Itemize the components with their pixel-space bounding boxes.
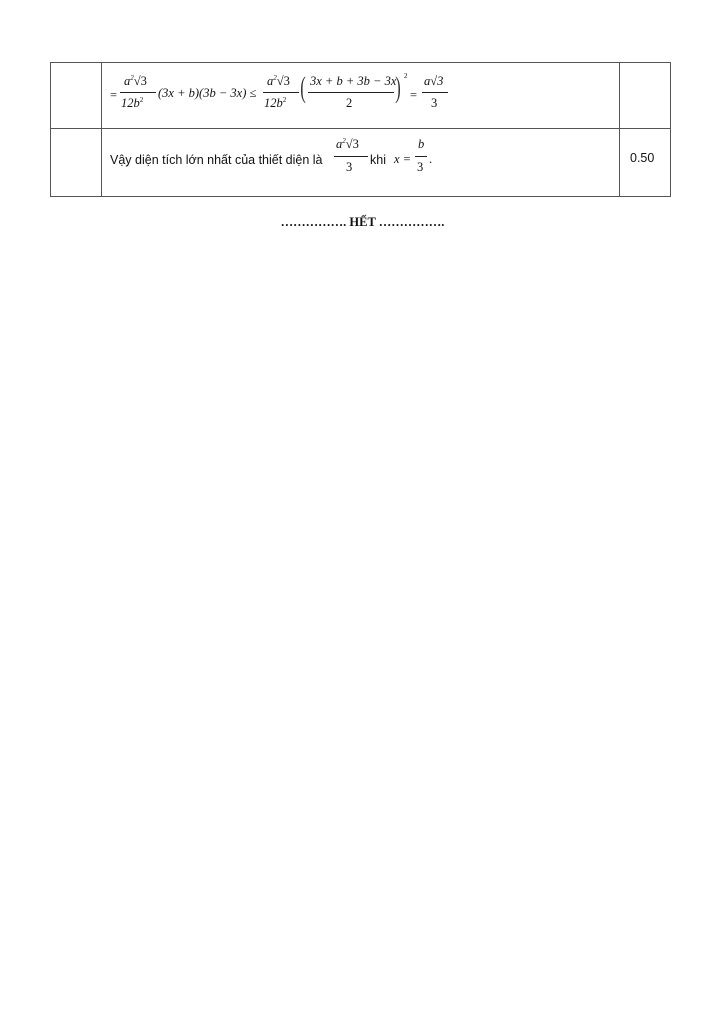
fraction4-bar xyxy=(422,92,448,93)
max-sqrt: √3 xyxy=(345,137,359,152)
b-fraction-bar xyxy=(415,156,427,157)
fraction3-denominator: 2 xyxy=(346,96,353,110)
score-cell-empty xyxy=(620,63,671,129)
frac2-den: 12b xyxy=(264,96,283,110)
end-marker: ……………. HẾT ……………. xyxy=(280,215,445,229)
fraction1-numerator xyxy=(124,75,147,88)
fraction3-bar xyxy=(308,92,394,93)
frac2-exp: 2 xyxy=(273,74,277,82)
answer-table xyxy=(50,62,671,197)
conclusion-cell xyxy=(102,129,620,197)
score-value: 0.50 xyxy=(630,151,655,166)
fraction4-numerator: a√3 xyxy=(424,74,444,88)
khi-word: khi xyxy=(370,153,386,168)
b-denominator: 3 xyxy=(417,160,424,175)
frac1-exp: 2 xyxy=(130,74,134,82)
fraction4-denominator: 3 xyxy=(431,96,438,110)
frac2-sqrt: √3 xyxy=(276,74,290,88)
equals-sign-2: = xyxy=(410,88,418,102)
frac1-sqrt: √3 xyxy=(133,74,147,88)
score-cell xyxy=(620,129,671,197)
question-cell xyxy=(51,129,102,197)
product-expression: (3x + b)(3b − 3x) ≤ xyxy=(158,86,257,100)
fraction2-numerator xyxy=(267,75,290,88)
max-area-bar xyxy=(334,156,368,157)
frac1-den: 12b xyxy=(121,96,140,110)
equation-cell xyxy=(102,63,620,129)
max-area-denominator: 3 xyxy=(346,160,353,175)
b-numerator: b xyxy=(418,137,425,152)
frac1-den-exp: 2 xyxy=(139,96,144,104)
frac2-a: a xyxy=(267,74,274,88)
left-paren-icon: ( xyxy=(300,71,306,104)
fraction2-bar xyxy=(263,92,299,93)
table-row xyxy=(51,63,671,129)
fraction1-denominator xyxy=(121,97,143,110)
question-cell xyxy=(51,63,102,129)
x-equals: x = xyxy=(394,152,412,167)
fraction2-denominator xyxy=(264,97,286,110)
equals-sign: = xyxy=(110,88,118,102)
conclusion-text: Vậy diện tích lớn nhất của thiết diện là xyxy=(110,153,323,168)
max-exp: 2 xyxy=(342,137,346,146)
frac2-den-exp: 2 xyxy=(282,96,287,104)
max-a: a xyxy=(336,137,343,152)
period: . xyxy=(429,152,433,167)
fraction3-numerator: 3x + b + 3b − 3x xyxy=(310,74,397,88)
table-row xyxy=(51,129,671,197)
max-area-numerator xyxy=(336,138,359,151)
right-paren-icon: ) xyxy=(395,71,401,104)
frac1-a: a xyxy=(124,74,131,88)
fraction1-bar xyxy=(120,92,156,93)
power-exponent: 2 xyxy=(404,72,408,80)
